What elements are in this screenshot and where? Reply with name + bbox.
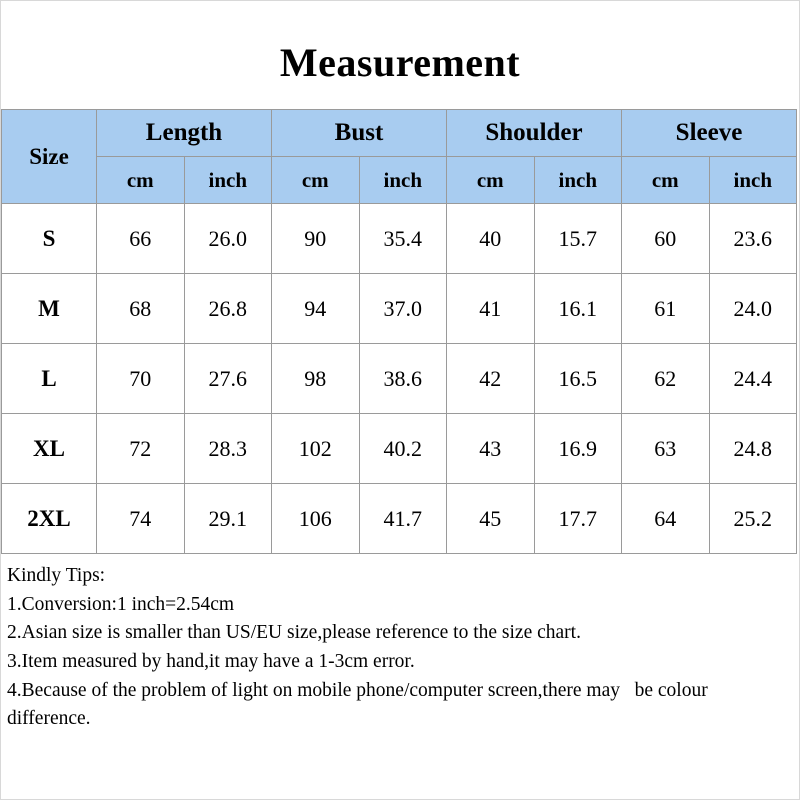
- column-group-sleeve: Sleeve: [622, 110, 797, 157]
- cell-shoulder-cm: 42: [447, 344, 535, 414]
- tips-line-1: 1.Conversion:1 inch=2.54cm: [7, 593, 235, 615]
- cell-length-inch: 28.3: [184, 414, 272, 484]
- unit-header-bust-inch: inch: [359, 157, 447, 204]
- cell-shoulder-cm: 41: [447, 274, 535, 344]
- unit-header-length-cm: cm: [97, 157, 185, 204]
- cell-sleeve-inch: 24.8: [709, 414, 797, 484]
- cell-sleeve-inch: 25.2: [709, 484, 797, 554]
- table-body: [2, 204, 797, 554]
- cell-bust-inch: 38.6: [359, 344, 447, 414]
- unit-header-shoulder-cm: cm: [447, 157, 535, 204]
- cell-shoulder-inch: 17.7: [534, 484, 622, 554]
- cell-bust-cm: 90: [272, 204, 360, 274]
- column-group-bust: Bust: [272, 110, 447, 157]
- unit-header-sleeve-cm: cm: [622, 157, 710, 204]
- cell-bust-cm: 98: [272, 344, 360, 414]
- cell-length-inch: 29.1: [184, 484, 272, 554]
- cell-bust-cm: 94: [272, 274, 360, 344]
- cell-shoulder-inch: 16.9: [534, 414, 622, 484]
- unit-header-length-inch: inch: [184, 157, 272, 204]
- cell-sleeve-cm: 60: [622, 204, 710, 274]
- cell-shoulder-cm: 45: [447, 484, 535, 554]
- cell-length-cm: 66: [97, 204, 185, 274]
- table-row: [2, 344, 797, 414]
- column-group-shoulder: Shoulder: [447, 110, 622, 157]
- cell-bust-inch: 40.2: [359, 414, 447, 484]
- cell-bust-cm: 102: [272, 414, 360, 484]
- cell-length-cm: 70: [97, 344, 185, 414]
- cell-bust-inch: 37.0: [359, 274, 447, 344]
- cell-sleeve-cm: 64: [622, 484, 710, 554]
- cell-sleeve-cm: 62: [622, 344, 710, 414]
- tips-line-3: 3.Item measured by hand,it may have a 1-3cm error.: [7, 650, 415, 672]
- measurement-table: [1, 109, 797, 554]
- table-header: [2, 110, 797, 204]
- cell-sleeve-cm: 63: [622, 414, 710, 484]
- size-label: S: [2, 204, 97, 274]
- cell-shoulder-cm: 43: [447, 414, 535, 484]
- cell-bust-inch: 41.7: [359, 484, 447, 554]
- size-label: XL: [2, 414, 97, 484]
- cell-sleeve-inch: 23.6: [709, 204, 797, 274]
- cell-length-cm: 74: [97, 484, 185, 554]
- unit-header-bust-cm: cm: [272, 157, 360, 204]
- cell-length-inch: 27.6: [184, 344, 272, 414]
- table-row: [2, 204, 797, 274]
- tips-line-2: 2.Asian size is smaller than US/EU size,please reference to the size chart.: [7, 622, 581, 644]
- table-row: [2, 414, 797, 484]
- table-row: [2, 484, 797, 554]
- page-title: Measurement: [279, 40, 521, 85]
- cell-length-inch: 26.0: [184, 204, 272, 274]
- cell-shoulder-cm: 40: [447, 204, 535, 274]
- unit-header-shoulder-inch: inch: [534, 157, 622, 204]
- cell-length-cm: 72: [97, 414, 185, 484]
- cell-shoulder-inch: 15.7: [534, 204, 622, 274]
- table-row: [2, 274, 797, 344]
- size-label: L: [2, 344, 97, 414]
- tips-heading: Kindly Tips:: [7, 565, 106, 586]
- cell-bust-cm: 106: [272, 484, 360, 554]
- cell-bust-inch: 35.4: [359, 204, 447, 274]
- column-group-length: Length: [97, 110, 272, 157]
- kindly-tips: [1, 554, 799, 734]
- cell-shoulder-inch: 16.5: [534, 344, 622, 414]
- column-header-size: Size: [2, 110, 97, 204]
- cell-length-cm: 68: [97, 274, 185, 344]
- cell-sleeve-inch: 24.0: [709, 274, 797, 344]
- tips-line-4: 4.Because of the problem of light on mobile phone/computer screen,there may be colour difference.: [7, 679, 713, 730]
- table-header-row-units: [2, 157, 797, 204]
- size-label: 2XL: [2, 484, 97, 554]
- cell-sleeve-inch: 24.4: [709, 344, 797, 414]
- cell-shoulder-inch: 16.1: [534, 274, 622, 344]
- cell-length-inch: 26.8: [184, 274, 272, 344]
- table-header-row-groups: [2, 110, 797, 157]
- unit-header-sleeve-inch: inch: [709, 157, 797, 204]
- size-label: M: [2, 274, 97, 344]
- cell-sleeve-cm: 61: [622, 274, 710, 344]
